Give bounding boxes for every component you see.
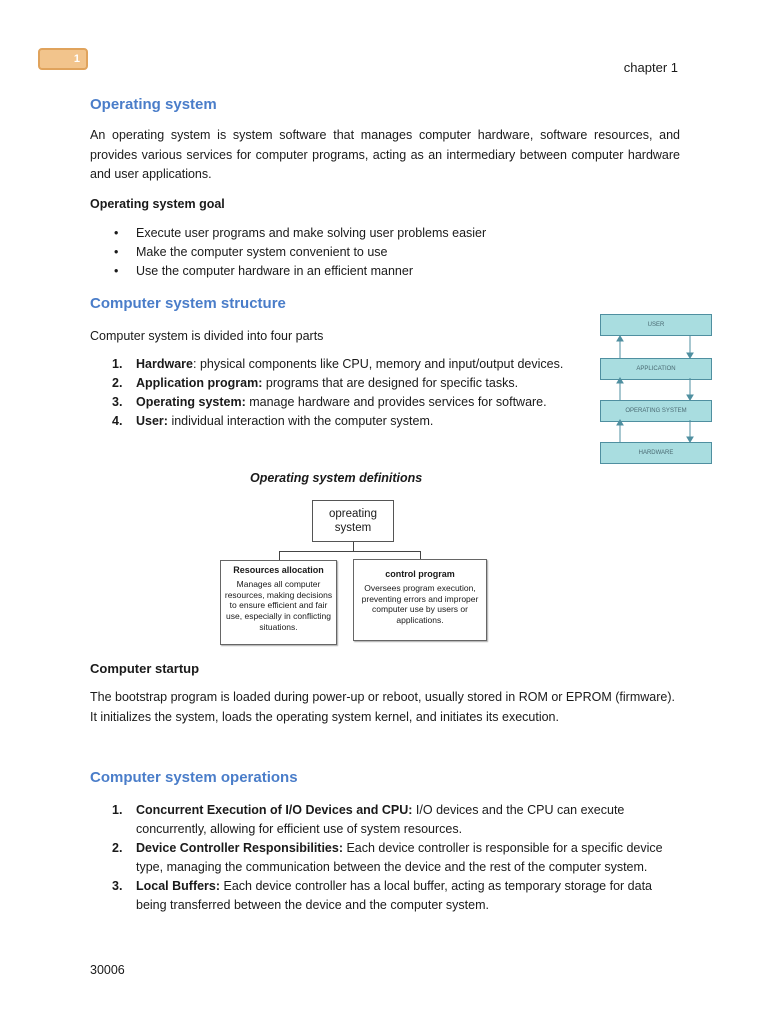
structure-intro: Computer system is divided into four parts xyxy=(90,329,324,343)
item-desc: I/O devices and the CPU can execute concurrently, allowing for efficient use of system resources. xyxy=(136,803,625,836)
item-term: Operating system: xyxy=(136,395,246,409)
item-term: User: xyxy=(136,414,168,428)
list-item xyxy=(90,839,670,877)
startup-heading: Computer startup xyxy=(90,661,200,676)
item-number: 1. xyxy=(112,357,123,371)
list-item xyxy=(90,374,590,393)
list-item: • Execute user programs and make solving user problems easier xyxy=(90,224,650,243)
list-item xyxy=(90,801,670,839)
page-number: 1 xyxy=(73,53,80,65)
system-layers-diagram xyxy=(600,314,712,466)
list-item: • Make the computer system convenient to use xyxy=(90,243,650,262)
list-item xyxy=(90,412,590,431)
os-intro-paragraph: An operating system is system software that manages computer hardware, software resources, and provides various services for computer programs, acting as an intermediary between computer hardware and user applications. xyxy=(90,128,680,181)
item-number: 3. xyxy=(112,395,123,409)
list-item xyxy=(90,355,590,374)
layer-hardware: HARDWARE xyxy=(600,442,712,464)
section-title-structure: Computer system structure xyxy=(90,295,286,312)
layer-operating-system: OPERATING SYSTEM xyxy=(600,400,712,422)
operations-list xyxy=(90,801,670,915)
definition-box-resources xyxy=(220,560,337,645)
chapter-label: chapter 1 xyxy=(623,60,678,75)
item-desc: programs that are designed for specific tasks. xyxy=(262,376,519,390)
connector-line xyxy=(279,551,420,552)
item-term: Hardware xyxy=(136,357,193,371)
connector-line xyxy=(279,551,280,560)
layer-arrows xyxy=(600,314,712,466)
section-title-operations: Computer system operations xyxy=(90,769,298,786)
definition-text: Manages all computer resources, making decisions to ensure efficient and fair use, especially in conflicting situations. xyxy=(224,578,333,632)
structure-parts-list xyxy=(90,355,590,431)
item-desc: manage hardware and provides services for software. xyxy=(245,395,547,409)
section-title-operating-system: Operating system xyxy=(90,96,217,113)
list-item: • Use the computer hardware in an efficient manner xyxy=(90,262,650,281)
list-item xyxy=(90,393,590,412)
definition-text: Oversees program execution, preventing errors and improper computer use by users or applications. xyxy=(361,582,479,626)
item-term: Application program: xyxy=(136,376,263,390)
connector-line xyxy=(353,542,354,551)
layer-user: USER xyxy=(600,314,712,336)
item-number: 3. xyxy=(112,879,123,893)
list-item xyxy=(90,877,670,915)
item-number: 1. xyxy=(112,803,123,817)
page-number-badge xyxy=(38,48,88,70)
item-number: 2. xyxy=(112,841,123,855)
item-term: Device Controller Responsibilities: xyxy=(136,841,343,855)
layer-application: APPLICATION xyxy=(600,358,712,380)
item-desc: Each device controller is responsible for a specific device type, managing the communication between the device and the rest of the computer system. xyxy=(136,841,663,874)
connector-line xyxy=(420,551,421,559)
os-goal-heading: Operating system goal xyxy=(90,197,225,211)
item-term: Concurrent Execution of I/O Devices and CPU: xyxy=(136,803,413,817)
item-desc: Each device controller has a local buffer, acting as temporary storage for data being transferred between the device and the computer system. xyxy=(136,879,652,912)
item-desc: individual interaction with the computer system. xyxy=(167,414,434,428)
item-term: Local Buffers: xyxy=(136,879,221,893)
os-goal-list xyxy=(90,224,650,281)
definitions-title: Operating system definitions xyxy=(250,471,423,485)
startup-paragraph: The bootstrap program is loaded during power-up or reboot, usually stored in ROM or EPROM (firmware). It initializes the system, loads the operating system kernel, and initiates its execution. xyxy=(90,690,675,724)
definition-heading: control program xyxy=(385,569,455,579)
definition-box-control xyxy=(353,559,487,641)
item-number: 4. xyxy=(112,414,123,428)
footer-code: 30006 xyxy=(90,963,125,977)
item-desc: physical components like CPU, memory and input/output devices. xyxy=(196,357,564,371)
item-sep: : xyxy=(192,357,197,371)
item-number: 2. xyxy=(112,376,123,390)
definitions-root-box: opreating system xyxy=(312,500,394,542)
definition-heading: Resources allocation xyxy=(233,565,324,575)
